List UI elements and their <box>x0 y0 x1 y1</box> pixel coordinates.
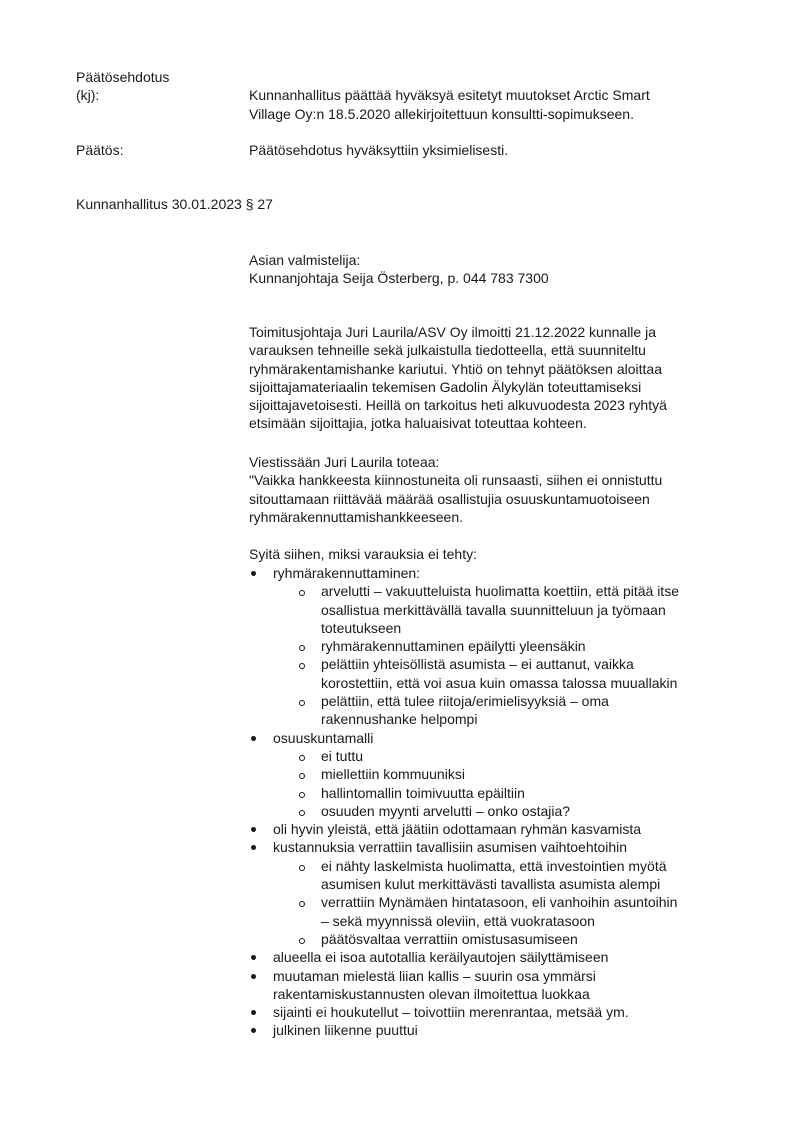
list-item-text: julkinen liikenne puuttui <box>273 1022 418 1039</box>
sub-item-text: ei nähty laskelmista huolimatta, että investointien myötä <box>321 857 667 874</box>
paragraph-line: etsimään sijoittajia, jotka haluaisivat toteuttaa kohteen. <box>249 415 587 432</box>
paragraph-line: Viestissään Juri Laurila toteaa: <box>249 454 440 470</box>
sub-item-text: toteutukseen <box>321 619 402 636</box>
list-item <box>249 948 749 966</box>
sub-item-text: osallistua merkittävällä tavalla suunnitteluun ja työmaan <box>321 601 666 618</box>
sub-list-item <box>249 784 749 802</box>
body-paragraph-1 <box>249 323 739 433</box>
sub-item-text: osuuden myynti arvelutti – onko ostajia? <box>321 802 571 819</box>
sub-item-text: arvelutti – vakuutteluista huolimatta koettiin, että pitää itse <box>321 583 679 600</box>
proposal-text-line2: Village Oy:n 18.5.2020 allekirjoitettuun konsultti-sopimukseen. <box>249 106 634 122</box>
circle-bullet-icon <box>299 792 305 798</box>
sub-item-text: ei tuttu <box>321 747 364 764</box>
sub-list-item <box>249 747 749 765</box>
bullet-dot-icon <box>251 736 256 741</box>
list-item <box>249 564 749 582</box>
list-item-text: rakentamiskustannusten olevan ilmoitettua luokkaa <box>273 985 590 1002</box>
list-item <box>249 1003 749 1021</box>
sub-item-text: rakennushanke helpompi <box>321 711 478 728</box>
circle-bullet-icon <box>299 773 305 779</box>
preparer-name: Kunnanjohtaja Seija Österberg, p. 044 783 7300 <box>249 270 549 286</box>
list-item-text: muutaman mielestä liian kallis – suurin osa ymmärsi <box>273 967 596 984</box>
bullet-dot-icon <box>251 827 256 832</box>
sub-item-text: hallintomallin toimivuutta epäiltiin <box>321 784 525 801</box>
sub-list-item <box>249 692 749 729</box>
paragraph-line: ryhmärakennuttamishankkeeseen. <box>249 508 464 525</box>
paragraph-line: Toimitusjohtaja Juri Laurila/ASV Oy ilmoitti 21.12.2022 kunnalle ja <box>249 324 656 340</box>
paragraph-line: varauksen tehneille sekä julkaistulla tiedotteella, että suunniteltu <box>249 342 646 359</box>
circle-bullet-icon <box>299 755 305 761</box>
bullet-dot-icon <box>251 974 256 979</box>
list-item-text: sijainti ei houkutellut – toivottiin merenrantaa, metsää ym. <box>273 1004 629 1021</box>
circle-bullet-icon <box>299 663 305 669</box>
list-item <box>249 1021 749 1039</box>
proposal-label-line2: (kj): <box>76 87 100 103</box>
sub-list-item <box>249 893 749 930</box>
list-intro: Syitä siihen, miksi varauksia ei tehty: <box>249 546 477 562</box>
sub-item-text: – sekä myynnissä oleviin, että vuokratasoon <box>321 912 595 929</box>
sub-item-text: päätösvaltaa verrattiin omistusasumiseen <box>321 930 578 947</box>
list-item-text: kustannuksia verrattiin tavallisiin asumisen vaihtoehtoihin <box>273 839 628 856</box>
sub-item-text: asumisen kulut merkittävästi tavallista asumista alempi <box>321 876 661 893</box>
circle-bullet-icon <box>299 810 305 816</box>
sub-item-text: miellettiin kommuuniksi <box>321 766 465 783</box>
body-paragraph-2 <box>249 453 739 526</box>
circle-bullet-icon <box>299 865 305 871</box>
list-item <box>249 729 749 747</box>
meeting-heading: Kunnanhallitus 30.01.2023 § 27 <box>76 196 273 212</box>
proposal-label-line1: Päätösehdotus <box>76 69 170 85</box>
list-item-text: alueella ei isoa autotallia keräilyautojen säilyttämiseen <box>273 949 609 966</box>
sub-item-text: korostettiin, että voi asua kuin omassa talossa muuallakin <box>321 674 678 691</box>
paragraph-line: sijoittajavetoisesti. Heillä on tarkoitus heti alkuvuodesta 2023 ryhtyä <box>249 397 667 414</box>
bullet-dot-icon <box>251 1028 256 1033</box>
circle-bullet-icon <box>299 901 305 907</box>
paragraph-line: ryhmärakentamishanke kariutui. Yhtiö on tehnyt päätöksen aloittaa <box>249 360 662 377</box>
paragraph-line: "Vaikka hankkeesta kiinnostuneita oli runsaasti, siihen ei onnistuttu <box>249 472 663 489</box>
sub-item-text: ryhmärakennuttaminen epäilytti yleensäkin <box>321 638 586 655</box>
sub-list-item <box>249 655 749 692</box>
list-item <box>249 838 749 856</box>
sub-list-item <box>249 637 749 655</box>
circle-bullet-icon <box>299 700 305 706</box>
preparer-label: Asian valmistelija: <box>249 252 361 268</box>
list-item-text: osuuskuntamalli <box>273 729 374 746</box>
circle-bullet-icon <box>299 645 305 651</box>
bullet-dot-icon <box>251 571 256 576</box>
sub-list-item <box>249 582 749 637</box>
bullet-dot-icon <box>251 845 256 850</box>
sub-list-item <box>249 857 749 894</box>
sub-item-text: pelättiin, että tulee riitoja/erimielisyyksiä – oma <box>321 693 609 710</box>
circle-bullet-icon <box>299 590 305 596</box>
sub-list-item <box>249 930 749 948</box>
sub-item-text: pelättiin yhteisöllistä asumista – ei auttanut, vaikka <box>321 656 634 673</box>
list-item <box>249 820 749 838</box>
sub-item-text: verrattiin Mynämäen hintatasoon, eli vanhoihin asuntoihin <box>321 894 678 911</box>
list-item-text: oli hyvin yleistä, että jäätiin odottamaan ryhmän kasvamista <box>273 821 642 838</box>
sub-list-item <box>249 765 749 783</box>
list-item-text: ryhmärakennuttaminen: <box>273 565 421 581</box>
list-item <box>249 967 749 1004</box>
reasons-list <box>249 564 749 1040</box>
sub-list-item <box>249 802 749 820</box>
decision-label: Päätös: <box>76 142 124 158</box>
paragraph-line: sitouttamaan riittävää määrää osallistujia osuuskuntamuotoiseen <box>249 490 650 507</box>
bullet-dot-icon <box>251 955 256 960</box>
proposal-text-line1: Kunnanhallitus päättää hyväksyä esitetyt muutokset Arctic Smart <box>249 87 650 103</box>
circle-bullet-icon <box>299 938 305 944</box>
bullet-dot-icon <box>251 1010 256 1015</box>
decision-text: Päätösehdotus hyväksyttiin yksimielisesti. <box>249 142 509 158</box>
paragraph-line: sijoittajamateriaalin tekemisen Gadolin Älykylän toteuttamiseksi <box>249 378 642 395</box>
